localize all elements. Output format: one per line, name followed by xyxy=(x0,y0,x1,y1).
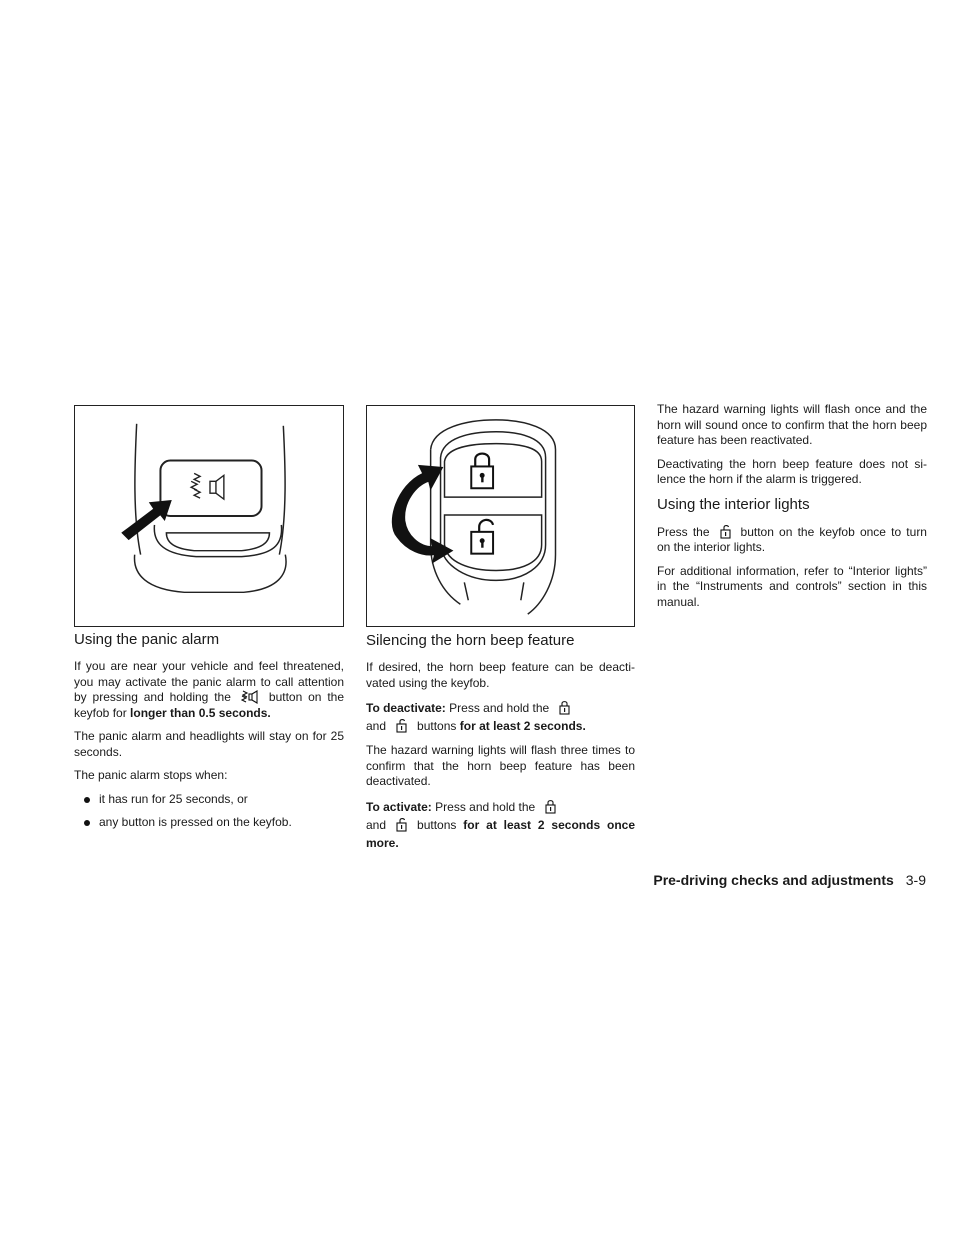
panic-alarm-paragraph-1: If you are near your vehicle and feel threatened, you may activate the panic alarm to call attention by pressing and holding the button on the keyfob for longer than 0.5 seconds. xyxy=(74,659,345,720)
horn-beep-figure xyxy=(366,405,635,627)
lock-icon xyxy=(545,799,556,814)
unlock-icon xyxy=(720,524,731,539)
horn-beep-paragraph-1: If desired, the horn beep feature can be deacti-vated using the keyfob. xyxy=(366,660,635,690)
column-panic-alarm xyxy=(74,631,344,839)
additional-info-paragraph: For additional information, refer to “Interior lights” in the “Instruments and controls” section in this manual. xyxy=(657,563,927,609)
alarm-note-paragraph: Deactivating the horn beep feature does not si-lence the horn if the alarm is triggered. xyxy=(657,456,927,486)
panic-alarm-icon xyxy=(241,690,259,704)
unlock-icon xyxy=(396,817,407,832)
page-footer xyxy=(653,871,926,889)
reactivated-paragraph: The hazard warning lights will flash once and the horn will sound once to confirm that the horn beep feature has been reactivated. xyxy=(657,402,927,447)
curved-arrow-icon xyxy=(392,465,452,562)
list-item: it has run for 25 seconds, or xyxy=(74,792,344,808)
interior-lights-heading: Using the interior lights xyxy=(657,495,810,513)
section-title: Pre-driving checks and adjustments xyxy=(653,872,894,888)
activate-instruction: To activate: Press and hold the and buttons for at least 2 seconds once more. xyxy=(366,799,635,850)
arrow-icon xyxy=(123,501,171,539)
panic-alarm-stop-list xyxy=(74,792,344,831)
list-item: any button is pressed on the keyfob. xyxy=(74,815,344,831)
unlock-icon xyxy=(396,718,407,733)
deactivate-instruction: To deactivate: Press and hold the and buttons for at least 2 seconds. xyxy=(366,701,586,733)
page-number: 3-9 xyxy=(905,872,926,888)
column-interior-lights xyxy=(657,402,927,618)
panic-alarm-paragraph-3: The panic alarm stops when: xyxy=(74,768,228,782)
horn-beep-paragraph-3: The hazard warning lights will flash three times to confirm that the horn beep feature has been deactivated. xyxy=(366,743,635,788)
panic-alarm-paragraph-2: The panic alarm and headlights will stay on for 25 seconds. xyxy=(74,729,344,759)
lock-icon xyxy=(559,700,570,715)
panic-alarm-heading: Using the panic alarm xyxy=(74,631,220,648)
interior-lights-paragraph: Press the button on the keyfob once to turn on the interior lights. xyxy=(657,524,927,554)
column-horn-beep xyxy=(366,632,635,860)
keyfob-panic-illustration xyxy=(75,406,343,626)
keyfob-lock-illustration xyxy=(367,406,634,626)
panic-alarm-figure xyxy=(74,405,344,627)
horn-beep-heading: Silencing the horn beep feature xyxy=(366,632,575,649)
